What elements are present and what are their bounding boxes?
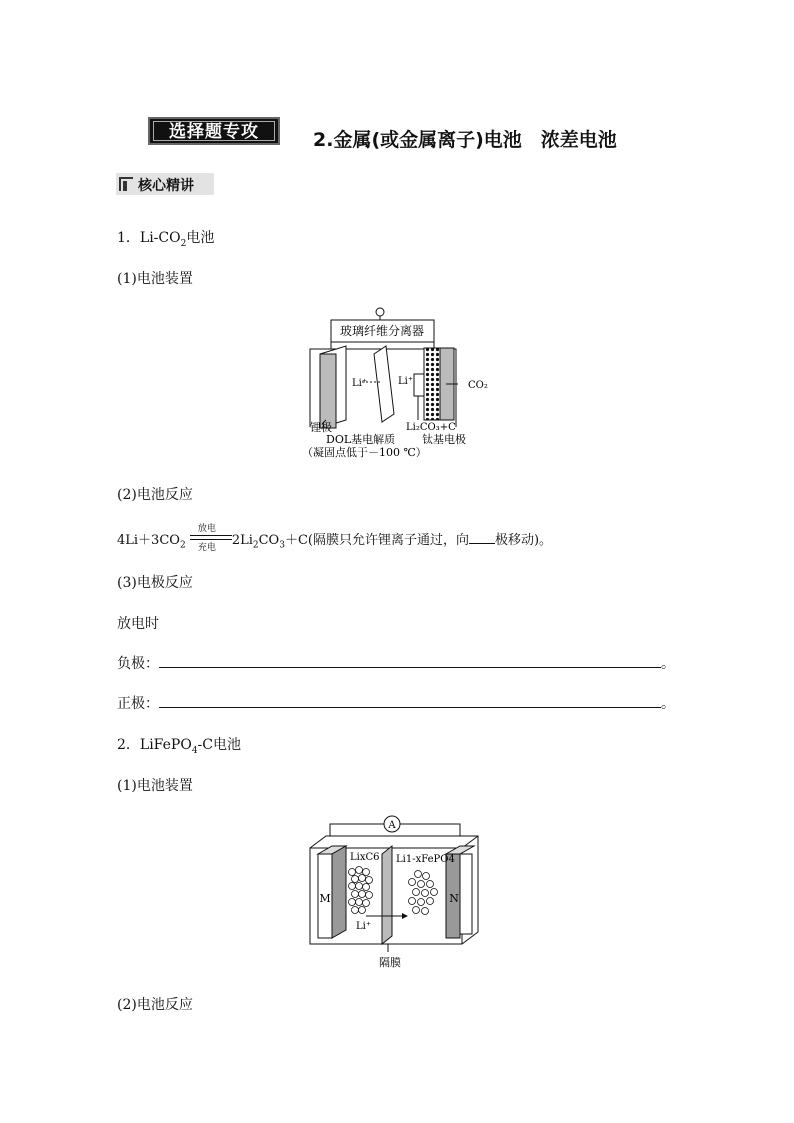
separator-box-label: 玻璃纤维分离器: [339, 324, 425, 338]
membrane-2: [382, 846, 392, 944]
positive-electrode-line: 正极： 。: [117, 696, 675, 712]
part2-device-label: (1)电池装置: [117, 778, 193, 794]
part1-heading: 1．$Li-CO_2$电池: [117, 230, 215, 249]
cathode-label: 钛基电极: [422, 433, 466, 446]
li-ion-label: Li⁺: [356, 921, 372, 932]
lifepo4-battery-diagram: [306, 814, 486, 972]
part2-heading: 2．LiFePO$_4$-C电池: [117, 737, 241, 756]
discharge-time-label: 放电时: [117, 616, 159, 632]
product-label: Li₂CO₃+C: [406, 422, 456, 433]
negative-electrode-blank[interactable]: [159, 667, 661, 668]
blank-direction[interactable]: [469, 543, 495, 544]
reaction-equation: $4Li+3CO_2$ 放电 充电 $2Li_2CO_3+C$(隔膜只允许锂离子通过，向 极移动)。: [117, 524, 553, 553]
freezing-point-note: （凝固点低于－100 ℃）: [302, 446, 427, 459]
section-tag: [116, 173, 214, 195]
electrode-n: [460, 854, 472, 934]
electrode-m-label: M: [319, 892, 331, 905]
ammeter-label: A: [388, 820, 396, 831]
lithium-electrode: [320, 354, 336, 428]
page-title: 2.金属(或金属离子)电池 浓差电池: [313, 129, 617, 151]
topic-badge-label: 选择题专攻: [153, 121, 275, 141]
part1-reaction-label: (2)电池反应: [117, 487, 193, 503]
electrolyte-label: DOL基电解质: [326, 433, 396, 446]
part2-reaction-label: (2)电池反应: [117, 997, 193, 1013]
part1-electrode-label: (3)电极反应: [117, 575, 193, 591]
membrane: [374, 346, 394, 422]
electrode-n-label: N: [449, 892, 459, 905]
membrane-label: 隔膜: [379, 956, 401, 969]
li-ion-left: Li⁺: [352, 378, 368, 389]
co2-label: CO₂: [468, 380, 488, 391]
bulb-icon: [376, 308, 384, 316]
topic-badge: [148, 117, 280, 145]
negative-electrode-line: 负极： 。: [117, 656, 675, 672]
li-co2-battery-diagram: [300, 302, 500, 464]
reaction-arrow: 放电 充电: [190, 530, 232, 544]
section-label: 核心精讲: [138, 178, 194, 194]
li-ion-right: Li⁺: [398, 376, 414, 387]
part1-device-label: (1)电池装置: [117, 271, 193, 287]
positive-electrode-blank[interactable]: [159, 707, 661, 708]
titanium-electrode: [424, 348, 440, 420]
li1xfepo4-label: Li1-xFePO4: [396, 854, 455, 865]
anode-label: 锂极: [310, 421, 332, 434]
lixc6-label: LixC6: [350, 852, 380, 863]
